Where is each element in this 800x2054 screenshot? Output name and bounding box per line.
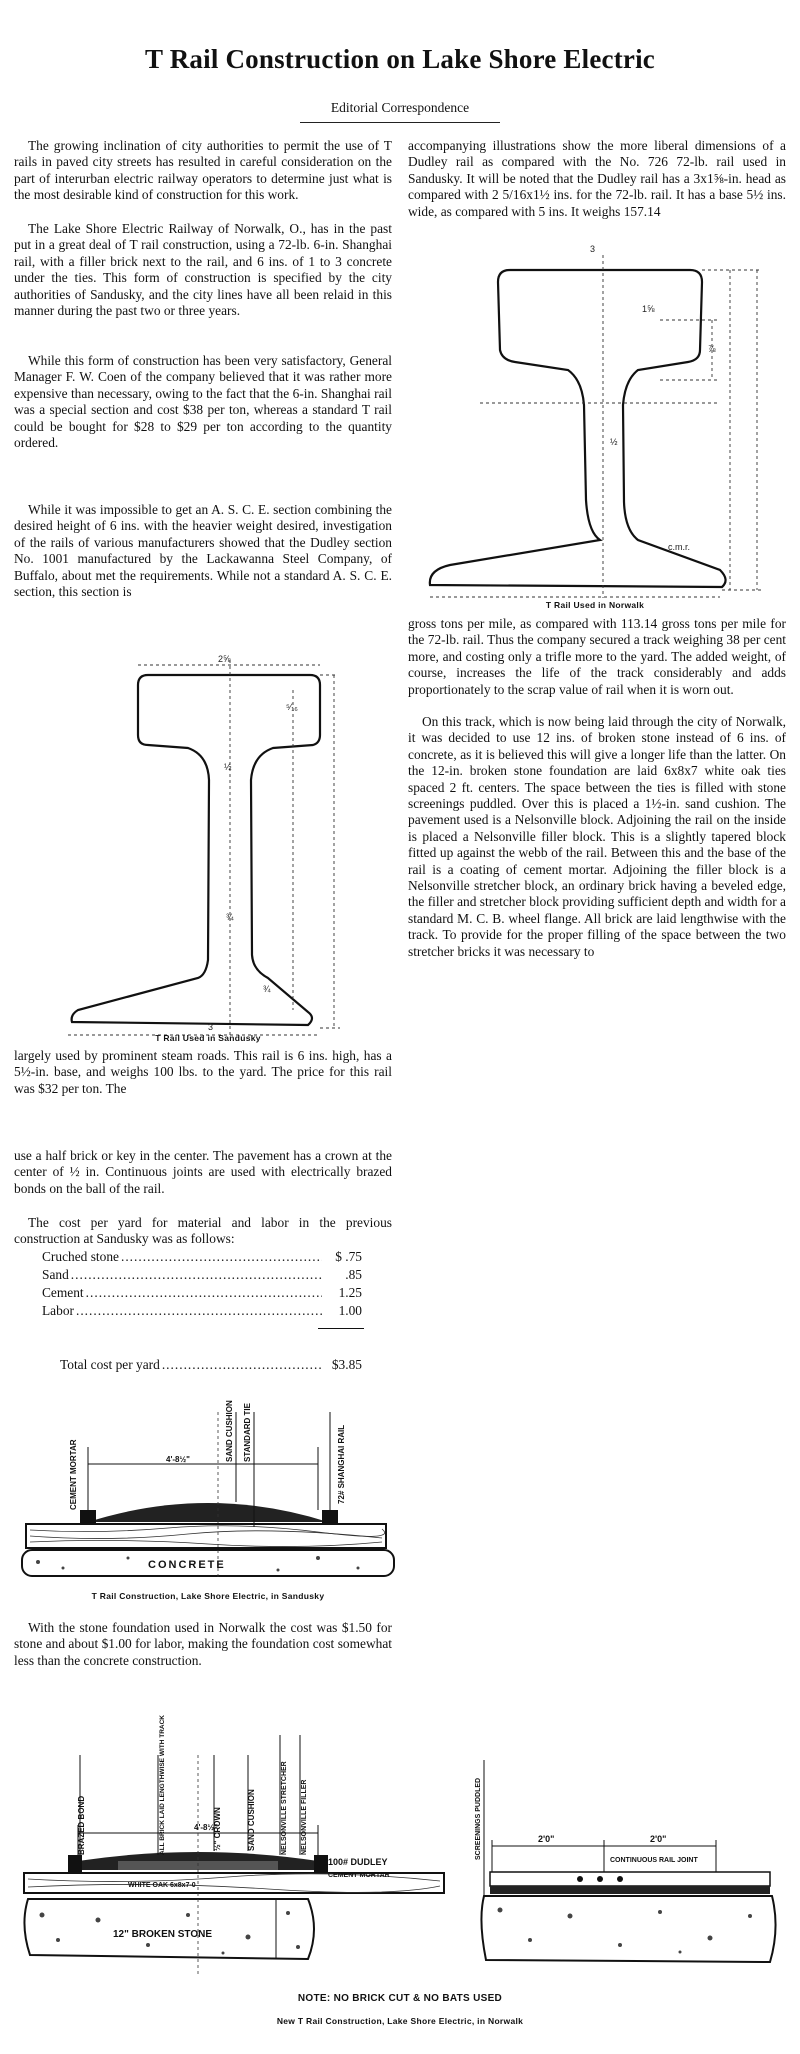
- cost-total-label: Total cost per yard: [60, 1357, 160, 1372]
- cost-total: [60, 1357, 362, 1375]
- article-title: T Rail Construction on Lake Shore Electric: [145, 44, 655, 74]
- cost-row: [42, 1285, 362, 1303]
- norwalk-note: NOTE: NO BRICK CUT & NO BATS USED: [297, 1993, 503, 2004]
- shanghai-rail-label: 72# SHANGHAI RAIL: [337, 1424, 346, 1504]
- brazed-bond-label: BRAZED BOND: [77, 1795, 86, 1855]
- svg-text:⁵⁄₁₆: ⁵⁄₁₆: [286, 702, 298, 712]
- article-subtitle: Editorial Correspondence: [330, 100, 470, 115]
- norwalk-rail-caption: T Rail Used in Norwalk: [545, 600, 645, 610]
- norwalk-width-label: 4'-8½": [194, 1823, 218, 1832]
- sandusky-rail-figure: [58, 630, 358, 1040]
- sandusky-rail-caption: T Rail Used in Sandusky: [155, 1033, 261, 1043]
- subtitle-rule: [300, 122, 500, 123]
- svg-text:c.m.r.: c.m.r.: [668, 542, 690, 552]
- svg-text:¾: ¾: [226, 912, 234, 922]
- concrete-label: CONCRETE: [148, 1559, 226, 1571]
- svg-text:2⅝: 2⅝: [218, 654, 231, 664]
- norwalk-rail-figure: [420, 240, 770, 600]
- paragraph-gross-tons: gross tons per mile, as compared with 113.14 gross tons per mile for the 72-lb. rail. Thus the company secured a track weighing 38 per cent more, and costing only a trifle more to the yard. The added weight, of course, increases the life of the track considerably and adds proportionately to the scrap value of rail when it is worn out.: [408, 616, 786, 697]
- cement-mortar-label: CEMENT MORTAR: [69, 1439, 78, 1510]
- screenings-label: SCREENINGS PUDDLED: [475, 1777, 482, 1860]
- cost-value: $ .75: [335, 1249, 362, 1264]
- tie-spacing-label: 2'0": [538, 1834, 555, 1844]
- white-oak-tie-label: WHITE OAK 6x8x7-0: [128, 1882, 196, 1889]
- broken-stone-label: 12" BROKEN STONE: [113, 1929, 213, 1940]
- sandusky-construction-caption: T Rail Construction, Lake Shore Electric, in Sandusky: [91, 1591, 325, 1601]
- paragraph-illustrations: accompanying illustrations show the more liberal dimensions of a Dudley rail as compared with the No. 726 72-lb. rail used in Sandusky. It will be noted that the Dudley rail has a 3x1⅝-in. head as compared with 2 5/16x1½ ins. for the 72-lb. rail. It has a base 5½ ins. wide, as compared with 5 ins. It weighs 157.14: [408, 138, 786, 219]
- paragraph-intro: The growing inclination of city authorities to permit the use of T rails in paved city streets has resulted in careful consideration on the part of interurban electric railway operators to determine just what is the most desirable kind of construction for this work.: [14, 138, 392, 203]
- paragraph-steam-roads: largely used by prominent steam roads. This rail is 6 ins. high, has a 5½-in. base, and weighs 100 lbs. to the yard. The price for this rail was $32 per ton. The: [14, 1048, 392, 1096]
- svg-text:1⅝: 1⅝: [642, 304, 655, 314]
- rail-joint-label: CONTINUOUS RAIL JOINT: [610, 1857, 698, 1864]
- paragraph-coen: While this form of construction has been very satisfactory, General Manager F. W. Coen of the company believed that it was rather more expensive than necessary, owing to the fact that the 6-in. Shanghai rail was a special section and cost $38 per ton, whereas a standard T rail could be bought for $28 to $29 per ton according to the quantity ordered.: [14, 353, 392, 451]
- norwalk-cross-section-figure: [18, 1715, 448, 1985]
- norwalk-construction-caption: New T Rail Construction, Lake Shore Electric, in Norwalk: [276, 2016, 524, 2026]
- cost-total-value: $3.85: [331, 1357, 362, 1372]
- paragraph-norwalk-track: On this track, which is now being laid through the city of Norwalk, it was decided to use 12 ins. of broken stone instead of 6 ins. of concrete, as it is believed this will give a longer life than the latter. On the 12-in. broken stone foundation are laid 6x8x7 white oak ties spaced 2 ft. centers. The space between the ties is filled with stone screenings puddled. Over this is placed a 1½-in. sand cushion. The pavement used is a Nelsonville block. Adjoining the rail on the inside is placed a Nelsonville filler block. This is a slightly tapered block fitted up against the webb of the rail. Between this and the base of the rail is a coating of cement mortar. Adjoining the filler block is a Nelsonville stretcher block, an ordinary brick having a beveled edge, the filler and stretcher block providing sufficient depth and width for a standard M. C. B. wheel flange. All brick are laid lengthwise with the track. To provide for the proper filling of the space between the two stretcher bricks it was necessary to: [408, 714, 786, 959]
- cost-item: Labor: [42, 1303, 74, 1318]
- sand-cushion-label: SAND CUSHION: [225, 1400, 234, 1462]
- svg-text:3: 3: [590, 244, 596, 254]
- dudley-rail-label: 100# DUDLEY: [328, 1857, 388, 1867]
- paragraph-stone-foundation: With the stone foundation used in Norwalk the cost was $1.50 for stone and about $1.00 for labor, making the foundation cost somewhat less than the concrete construction.: [14, 1620, 392, 1668]
- cost-value: 1.25: [338, 1285, 362, 1300]
- norwalk-longitudinal-figure: [470, 1740, 790, 1980]
- sandusky-construction-figure: [18, 1392, 398, 1582]
- svg-text:½: ½: [224, 762, 232, 772]
- cost-row: [42, 1267, 362, 1285]
- cost-value: .85: [345, 1267, 362, 1282]
- cost-item: Cement: [42, 1285, 84, 1300]
- cost-row: [42, 1303, 362, 1321]
- brick-lengthwise-label: ALL BRICK LAID LENGTHWISE WITH TRACK: [159, 1715, 166, 1855]
- nelsonville-filler-label: NELSONVILLE FILLER: [301, 1779, 308, 1855]
- nelsonville-stretcher-label: NELSONVILLE STRETCHER: [281, 1761, 288, 1855]
- svg-text:½: ½: [610, 437, 618, 447]
- paragraph-dudley-section: While it was impossible to get an A. S. C. E. section combining the desired height of 6 ins. with the heavier weight desired, investigation of the rails of various manufacturers showed that the Dudley section No. 1001 manufactured by the Lackawanna Steel Company, of Buffalo, about met the requirements. While not a standard A. S. C. E. section, this section is: [14, 502, 392, 600]
- norwalk-sand-cushion-label: SAND CUSHION: [247, 1789, 256, 1851]
- total-rule: [318, 1328, 364, 1329]
- cost-row: [42, 1249, 362, 1267]
- cost-item: Sand: [42, 1267, 69, 1282]
- svg-text:¾: ¾: [263, 984, 271, 994]
- norwalk-cement-mortar-label: CEMENT MORTAR: [328, 1872, 390, 1879]
- svg-text:3: 3: [208, 1022, 214, 1032]
- paragraph-cost-intro: The cost per yard for material and labor in the previous construction at Sandusky was as follows:: [14, 1215, 392, 1247]
- paragraph-lake-shore: The Lake Shore Electric Railway of Norwalk, O., has in the past put in a great deal of T rail construction, using a 72-lb. 6-in. Shanghai rail, with a filler brick next to the rail, and 6 ins. of 1 to 3 concrete under the ties. This form of construction is specified by the city authorities of Sandusky, and the city lines have all been relaid in this manner during the past two or three years.: [14, 221, 392, 319]
- cost-value: 1.00: [338, 1303, 362, 1318]
- cost-item: Cruched stone: [42, 1249, 119, 1264]
- tie-spacing-label-2: 2'0": [650, 1834, 667, 1844]
- sandusky-width-label: 4'-8½": [166, 1455, 190, 1464]
- paragraph-half-brick: use a half brick or key in the center. The pavement has a crown at the center of ½ in. Continuous joints are used with electrically brazed bonds on the ball of the rail.: [14, 1148, 392, 1196]
- cost-table: [42, 1249, 362, 1321]
- svg-text:⅞: ⅞: [708, 344, 716, 354]
- standard-tie-label: STANDARD TIE: [243, 1403, 252, 1462]
- crown-label: ½" CROWN: [213, 1807, 222, 1851]
